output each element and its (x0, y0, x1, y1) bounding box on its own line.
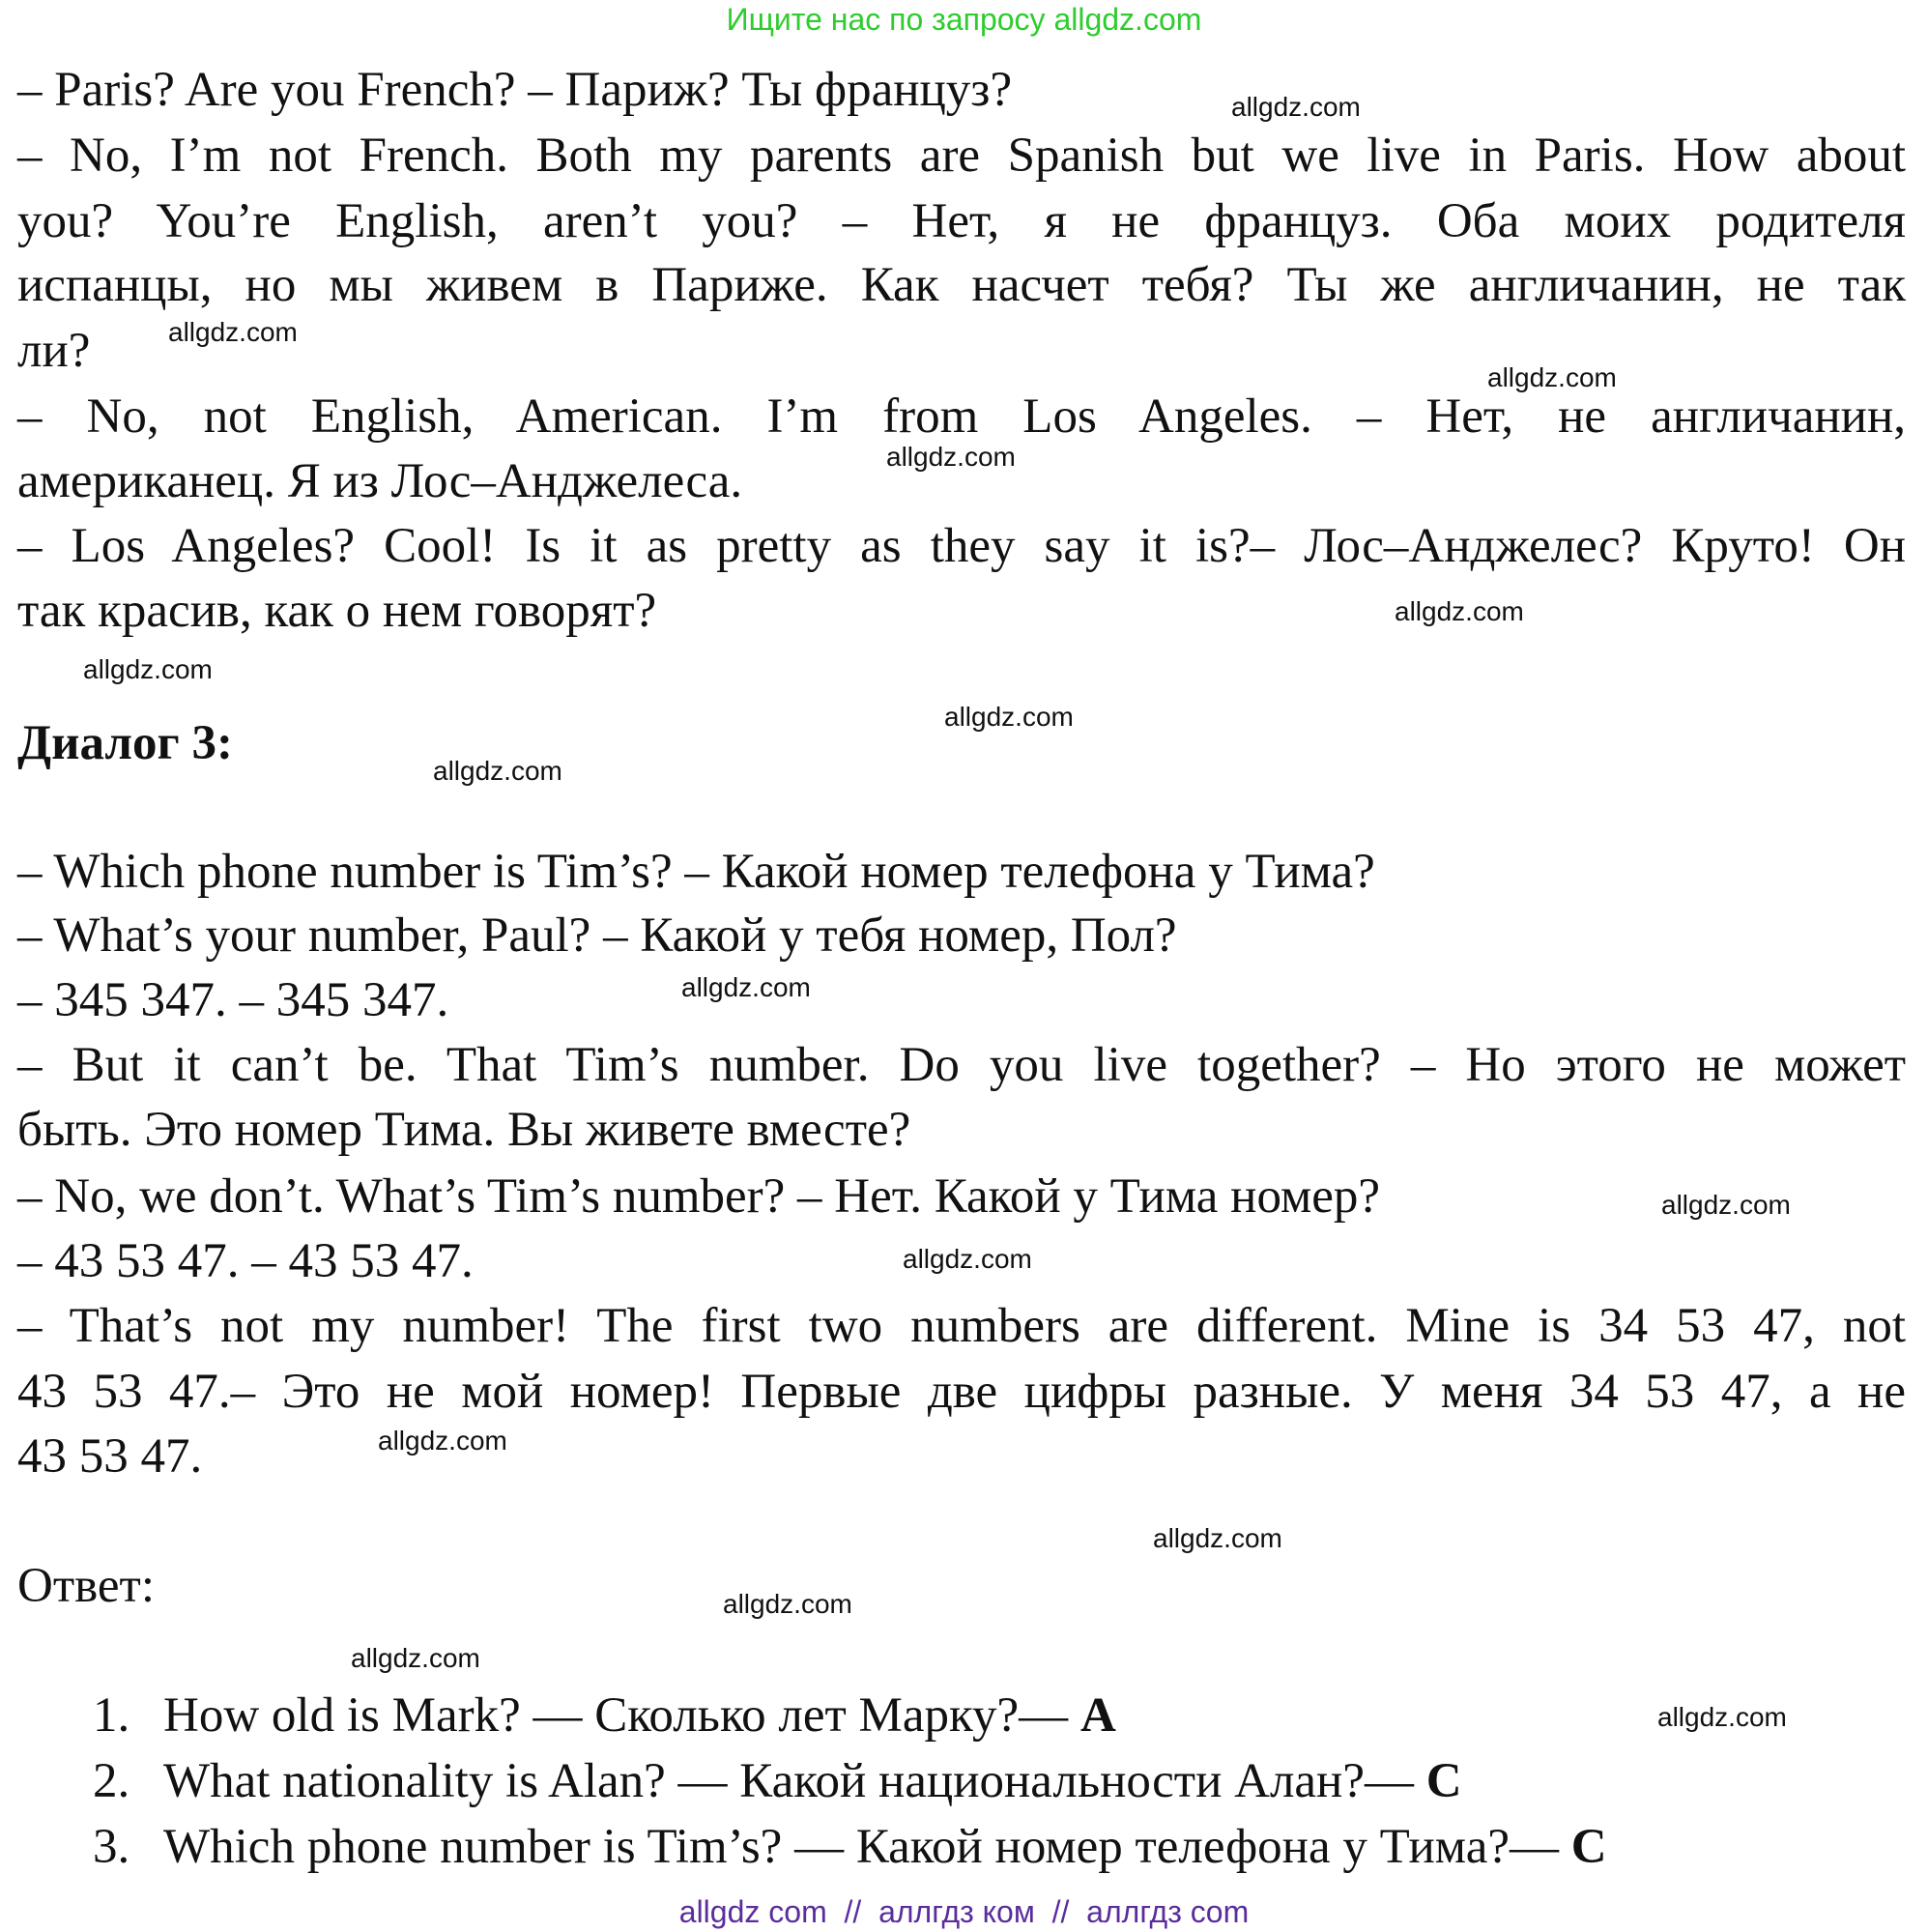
answer-heading: Ответ: (17, 1559, 155, 1613)
watermark: allgdz.com (83, 654, 213, 684)
dialog-line: – 345 347. – 345 347. (17, 973, 449, 1027)
watermark: allgdz.com (1487, 362, 1617, 392)
list-item (163, 1815, 1607, 1879)
dialog-line: – But it can’t be. That Tim’s number. Do you live together? – Но этого не может (17, 1038, 1906, 1092)
watermark: allgdz.com (1395, 596, 1524, 626)
text-line: – No, I’m not French. Both my parents are Spanish but we live in Paris. How about (17, 129, 1906, 183)
dialog-line: – What’s your number, Paul? – Какой у тебя номер, Пол? (17, 908, 1177, 963)
dialog-line: быть. Это номер Тима. Вы живете вместе? (17, 1103, 911, 1157)
watermark: allgdz.com (433, 756, 562, 786)
list-item (163, 1749, 1462, 1813)
watermark: allgdz.com (903, 1244, 1032, 1274)
dialog-line: – 43 53 47. – 43 53 47. (17, 1234, 474, 1288)
watermark: allgdz.com (944, 702, 1074, 732)
watermark: allgdz.com (723, 1589, 852, 1619)
watermark: allgdz.com (1231, 92, 1361, 122)
dialog-line: – That’s not my number! The first two numbers are different. Mine is 34 53 47, not (17, 1299, 1906, 1353)
watermark: allgdz.com (1153, 1523, 1282, 1553)
list-number: 3. (93, 1820, 130, 1874)
list-number: 1. (93, 1688, 130, 1743)
text-line: испанцы, но мы живем в Париже. Как насчет тебя? Ты же англичанин, не так (17, 258, 1906, 312)
text-line: – Paris? Are you French? – Париж? Ты француз? (17, 63, 1013, 117)
watermark: allgdz.com (168, 317, 298, 347)
question-text: What nationality is Alan? — Какой национальности Алан?— (163, 1754, 1426, 1808)
text-line: так красив, как о нем говорят? (17, 584, 657, 638)
dialog-3-heading: Диалог 3: (17, 716, 233, 770)
list-number: 2. (93, 1754, 130, 1808)
answer-letter: C (1570, 1820, 1607, 1874)
watermark: allgdz.com (886, 442, 1016, 472)
watermark: allgdz.com (351, 1643, 480, 1673)
text-line: – No, not English, American. I’m from Los Angeles. – Нет, не англичанин, (17, 389, 1906, 444)
footer-watermark: allgdz com // аллгдз ком // аллгдз com (678, 1894, 1250, 1929)
dialog-line: – Which phone number is Tim’s? – Какой номер телефона у Тима? (17, 845, 1375, 899)
dialog-line: 43 53 47. (17, 1429, 203, 1484)
text-line: – Los Angeles? Cool! Is it as pretty as they say it is?– Лос–Анджелес? Круто! Он (17, 519, 1906, 573)
watermark: allgdz.com (378, 1426, 507, 1456)
watermark: allgdz.com (1657, 1702, 1787, 1732)
answer-letter: C (1425, 1754, 1462, 1808)
question-text: How old is Mark? — Сколько лет Марку?— (163, 1688, 1080, 1743)
watermark: allgdz.com (681, 972, 811, 1002)
promo-banner: Ищите нас по запросу allgdz.com (726, 2, 1202, 37)
text-line: you? You’re English, aren’t you? – Нет, я не француз. Оба моих родителя (17, 194, 1906, 248)
dialog-line: – No, we don’t. What’s Tim’s number? – Нет. Какой у Тима номер? (17, 1169, 1381, 1224)
text-line: американец. Я из Лос–Анджелеса. (17, 454, 743, 508)
question-text: Which phone number is Tim’s? — Какой номер телефона у Тима?— (163, 1820, 1571, 1874)
dialog-line: 43 53 47.– Это не мой номер! Первые две цифры разные. У меня 34 53 47, а не (17, 1365, 1906, 1419)
list-item (163, 1684, 1116, 1747)
watermark: allgdz.com (1661, 1190, 1791, 1220)
answer-letter: A (1079, 1688, 1116, 1743)
text-line: ли? (17, 324, 91, 378)
